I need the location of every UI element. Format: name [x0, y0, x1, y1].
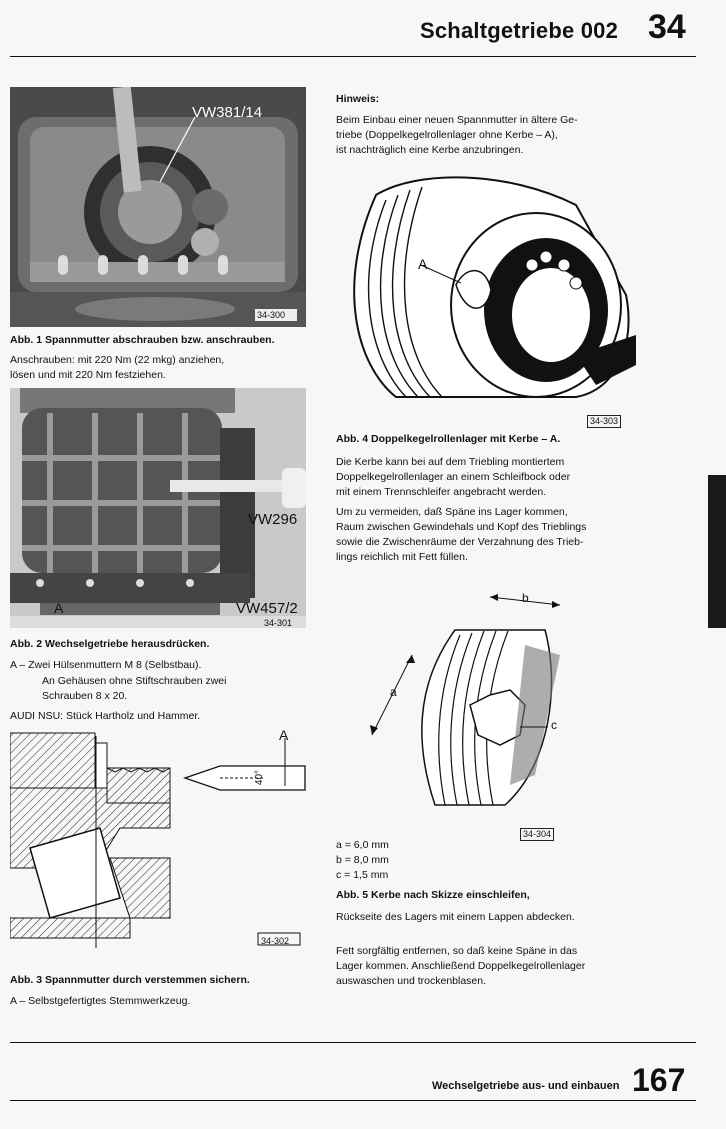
note-line-3: ist nachträglich eine Kerbe anzubringen.	[336, 144, 524, 156]
footer-label: Wechselgetriebe aus- und einbauen	[432, 1080, 620, 1092]
figure-5-dim-a: a = 6,0 mm	[336, 839, 389, 851]
note-heading: Hinweis:	[336, 93, 380, 105]
figure-5-p-1: Fett sorgfältig entfernen, so daß keine Späne in das	[336, 945, 578, 957]
figure-5-label-b: b	[522, 591, 529, 605]
note-line-2: triebe (Doppelkegelrollenlager ohne Kerbe – A),	[336, 129, 558, 141]
figure-4-p2-4: lings reichlich mit Fett füllen.	[336, 551, 468, 563]
tool-label-vw296: VW296	[248, 511, 298, 528]
section-tab-marker	[708, 475, 726, 628]
figure-2-marker-a: A	[54, 600, 64, 616]
figure-1-text-2: lösen und mit 220 Nm festziehen.	[10, 369, 166, 381]
figure-1-caption: Abb. 1 Spannmutter abschrauben bzw. anschrauben.	[10, 334, 275, 346]
figure-2-ref: 34-301	[264, 618, 293, 628]
figure-2-line-1: A – Zwei Hülsenmuttern M 8 (Selbstbau).	[10, 659, 202, 671]
figure-4-ref: 34-303	[587, 415, 621, 428]
page-title: Schaltgetriebe 002	[420, 18, 619, 43]
figure-3-angle: 40°	[254, 769, 266, 786]
figure-3-caption: Abb. 3 Spannmutter durch verstemmen sichern.	[10, 974, 250, 986]
header-rule	[10, 56, 696, 57]
figure-5-ref: 34-304	[520, 828, 554, 841]
figure-4-p2-1: Um zu vermeiden, daß Späne ins Lager kommen,	[336, 506, 568, 518]
note-line-1: Beim Einbau einer neuen Spannmutter in ältere Ge-	[336, 114, 578, 126]
figure-2-photo	[10, 388, 306, 628]
figure-5-dim-b: b = 8,0 mm	[336, 854, 389, 866]
figure-3-marker-a: A	[279, 727, 289, 743]
figure-2-line-4: AUDI NSU: Stück Hartholz und Hammer.	[10, 710, 201, 722]
figure-4-p2-3: sowie die Zwischenräume der Verzahnung des Trieb-	[336, 536, 584, 548]
footer-bottom-rule	[10, 1100, 696, 1101]
tool-label-vw457: VW457/2	[236, 600, 298, 617]
figure-5-label-a: a	[390, 685, 397, 699]
figure-3-ref: 34-302	[261, 936, 290, 946]
tool-label-vw381: VW381/14	[192, 104, 263, 121]
figure-4-p2-2: Raum zwischen Gewindehals und Kopf des Trieblings	[336, 521, 587, 533]
section-number: 34	[648, 8, 686, 46]
figure-1-photo	[10, 87, 306, 327]
figure-3-drawing	[10, 728, 310, 953]
figure-4-p1-2: Doppelkegelrollenlager an einem Schleifbock oder	[336, 471, 571, 483]
figure-5-dim-c: c = 1,5 mm	[336, 869, 389, 881]
figure-1-illustration	[10, 87, 306, 327]
figure-3-line-1: A – Selbstgefertigtes Stemmwerkzeug.	[10, 995, 191, 1007]
figure-5-caption: Abb. 5 Kerbe nach Skizze einschleifen,	[336, 889, 530, 901]
figure-4-marker-a: A	[418, 256, 428, 272]
figure-5-label-c: c	[551, 718, 557, 732]
figure-1-ref: 34-300	[257, 310, 286, 320]
page-number: 167	[632, 1062, 686, 1098]
figure-5-p-2: Lager kommen. Anschließend Doppelkegelrollenlager	[336, 960, 586, 972]
figure-4-p1-1: Die Kerbe kann bei auf dem Triebling montiertem	[336, 456, 565, 468]
figure-1-text-1: Anschrauben: mit 220 Nm (22 mkg) anziehen,	[10, 354, 225, 366]
figure-2-line-2: An Gehäusen ohne Stiftschrauben zwei	[42, 675, 227, 687]
figure-4-drawing	[336, 165, 636, 400]
figure-5-line-1: Rückseite des Lagers mit einem Lappen abdecken.	[336, 911, 575, 923]
figure-2-line-3: Schrauben 8 x 20.	[42, 690, 128, 702]
figure-5-p-3: auswaschen und trockenblasen.	[336, 975, 487, 987]
figure-2-illustration	[10, 388, 306, 628]
figure-2-caption: Abb. 2 Wechselgetriebe herausdrücken.	[10, 638, 210, 650]
figure-4-caption: Abb. 4 Doppelkegelrollenlager mit Kerbe – A.	[336, 433, 561, 445]
figure-4-p1-3: mit einem Trennschleifer angebracht werden.	[336, 486, 547, 498]
footer-rule	[10, 1042, 696, 1043]
